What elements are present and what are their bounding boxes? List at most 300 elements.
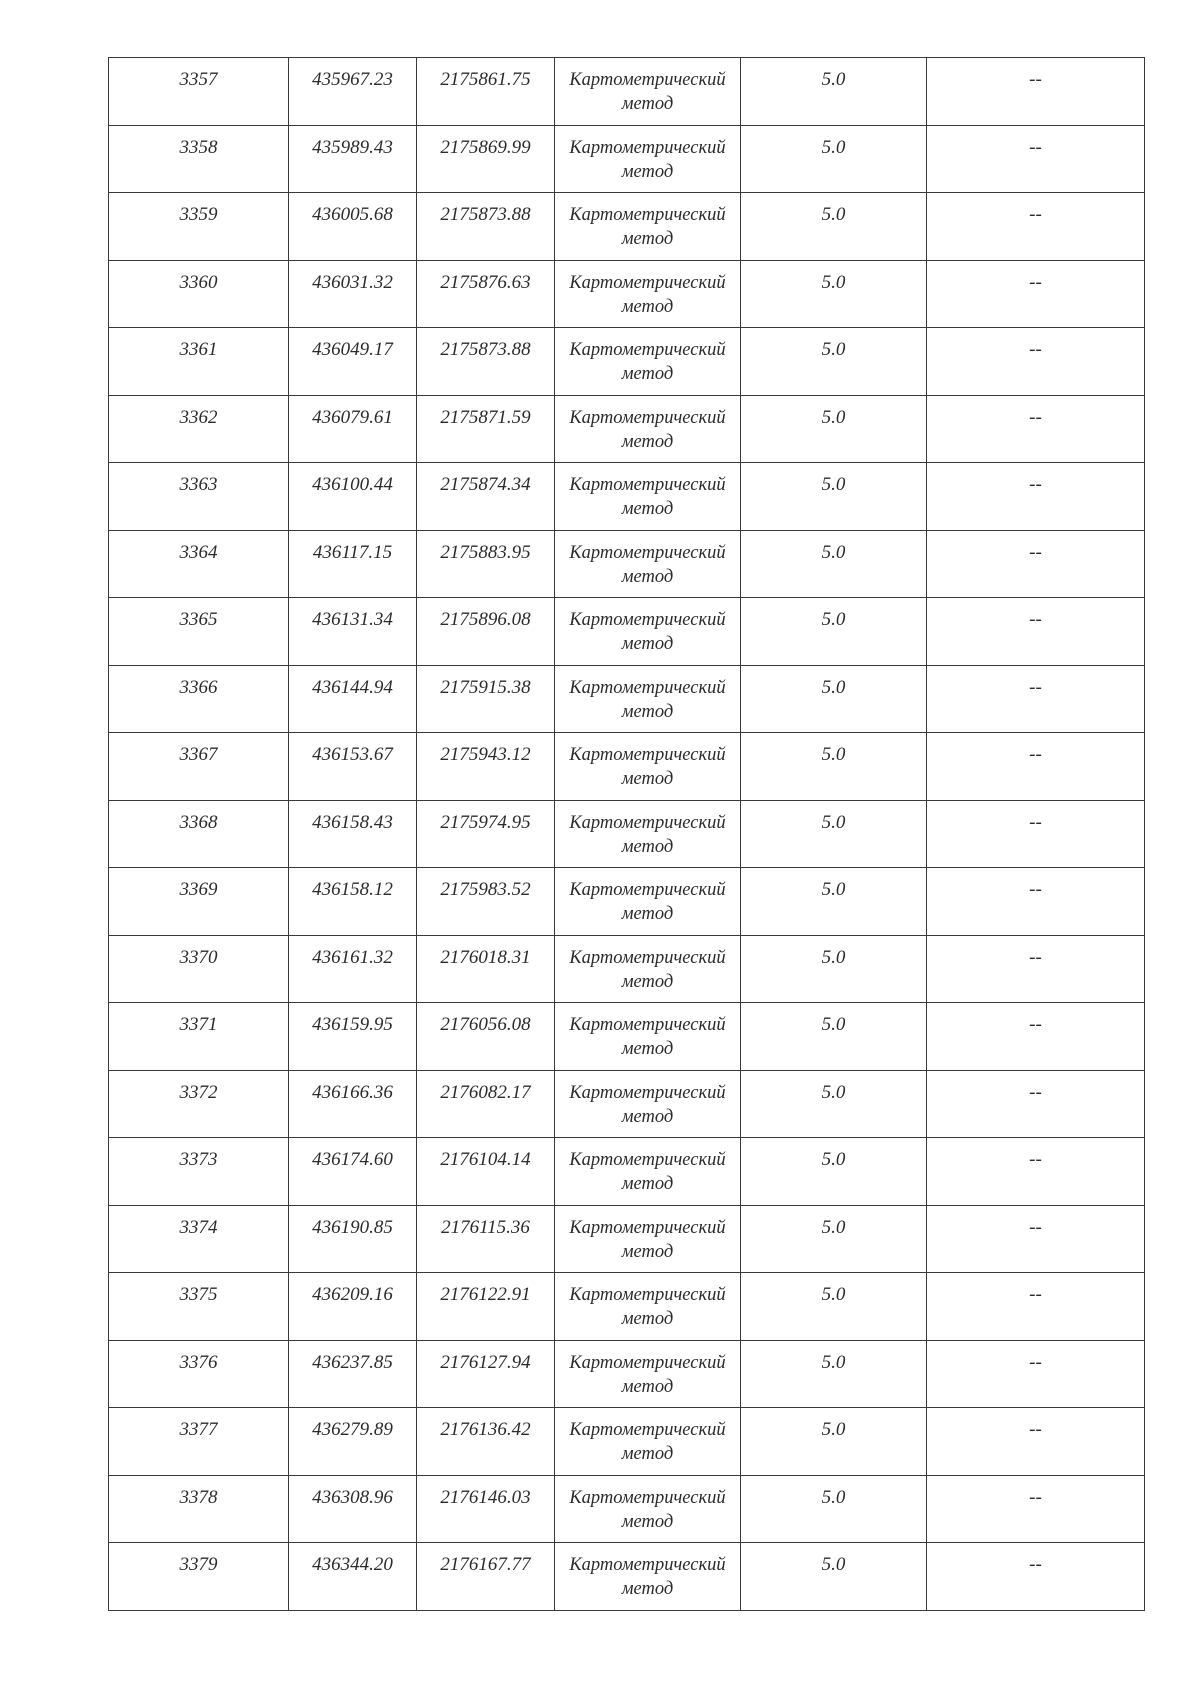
point-number-cell bbox=[109, 395, 289, 463]
accuracy-cell bbox=[741, 395, 927, 463]
method-cell-text: Картометрический метод bbox=[569, 1082, 726, 1127]
point-number-cell-text: 3375 bbox=[179, 1284, 218, 1305]
accuracy-cell-text: 5.0 bbox=[821, 1081, 846, 1103]
table-row bbox=[109, 733, 1145, 801]
y-coordinate-cell bbox=[417, 328, 555, 396]
x-coordinate-cell bbox=[289, 1273, 417, 1341]
method-cell bbox=[555, 733, 741, 801]
y-coordinate-cell bbox=[417, 665, 555, 733]
accuracy-cell bbox=[741, 1475, 927, 1543]
note-cell bbox=[927, 395, 1145, 463]
point-number-cell bbox=[109, 1543, 289, 1611]
note-cell-text: -- bbox=[1029, 204, 1042, 225]
table-row bbox=[109, 868, 1145, 936]
y-coordinate-cell-text: 2175896.08 bbox=[440, 609, 531, 630]
point-number-cell-text: 3371 bbox=[179, 1014, 218, 1035]
x-coordinate-cell-text: 436237.85 bbox=[312, 1351, 393, 1373]
point-number-cell bbox=[109, 1205, 289, 1273]
note-cell bbox=[927, 530, 1145, 598]
accuracy-cell-text: 5.0 bbox=[821, 136, 846, 158]
y-coordinate-cell-text: 2175876.63 bbox=[440, 271, 531, 293]
note-cell bbox=[927, 1070, 1145, 1138]
method-cell-text: Картометрический метод bbox=[569, 880, 726, 924]
y-coordinate-cell bbox=[417, 598, 555, 666]
note-cell-text: -- bbox=[1029, 1419, 1042, 1440]
accuracy-cell-text: 5.0 bbox=[821, 1419, 846, 1440]
note-cell bbox=[927, 1408, 1145, 1476]
y-coordinate-cell-text: 2176122.91 bbox=[440, 1284, 531, 1305]
accuracy-cell bbox=[741, 665, 927, 733]
method-cell-text: Картометрический метод bbox=[569, 745, 726, 789]
accuracy-cell bbox=[741, 193, 927, 261]
accuracy-cell bbox=[741, 1070, 927, 1138]
x-coordinate-cell bbox=[289, 800, 417, 868]
accuracy-cell-text: 5.0 bbox=[821, 1554, 846, 1575]
table-row bbox=[109, 1543, 1145, 1611]
y-coordinate-cell-text: 2175974.95 bbox=[440, 811, 531, 833]
accuracy-cell-text: 5.0 bbox=[821, 879, 846, 900]
table-row bbox=[109, 1340, 1145, 1408]
method-cell-text: Картометрический метод bbox=[569, 1150, 726, 1194]
y-coordinate-cell bbox=[417, 1408, 555, 1476]
method-cell bbox=[555, 193, 741, 261]
point-number-cell bbox=[109, 463, 289, 531]
point-number-cell-text: 3362 bbox=[179, 406, 218, 428]
y-coordinate-cell bbox=[417, 193, 555, 261]
x-coordinate-cell-text: 436131.34 bbox=[312, 609, 393, 630]
y-coordinate-cell-text: 2176136.42 bbox=[440, 1419, 531, 1440]
accuracy-cell bbox=[741, 733, 927, 801]
point-number-cell-text: 3360 bbox=[179, 271, 218, 293]
method-cell-text: Картометрический метод bbox=[569, 340, 726, 384]
accuracy-cell bbox=[741, 1273, 927, 1341]
x-coordinate-cell-text: 436153.67 bbox=[312, 744, 393, 765]
accuracy-cell-text: 5.0 bbox=[821, 946, 846, 968]
accuracy-cell bbox=[741, 800, 927, 868]
accuracy-cell-text: 5.0 bbox=[821, 1014, 846, 1035]
x-coordinate-cell-text: 436209.16 bbox=[312, 1284, 393, 1305]
method-cell bbox=[555, 395, 741, 463]
method-cell bbox=[555, 868, 741, 936]
x-coordinate-cell-text: 436279.89 bbox=[312, 1419, 393, 1440]
x-coordinate-cell-text: 436161.32 bbox=[312, 946, 393, 968]
point-number-cell-text: 3365 bbox=[179, 609, 218, 630]
x-coordinate-cell bbox=[289, 1003, 417, 1071]
x-coordinate-cell-text: 436117.15 bbox=[312, 541, 393, 563]
accuracy-cell bbox=[741, 328, 927, 396]
point-number-cell-text: 3358 bbox=[179, 136, 218, 158]
note-cell bbox=[927, 800, 1145, 868]
note-cell-text: -- bbox=[1029, 609, 1042, 630]
y-coordinate-cell bbox=[417, 395, 555, 463]
note-cell bbox=[927, 1138, 1145, 1206]
x-coordinate-cell-text: 436158.43 bbox=[312, 811, 393, 833]
note-cell bbox=[927, 193, 1145, 261]
table-row bbox=[109, 58, 1145, 126]
note-cell bbox=[927, 1475, 1145, 1543]
note-cell-text: -- bbox=[1029, 69, 1042, 90]
accuracy-cell bbox=[741, 868, 927, 936]
note-cell-text: -- bbox=[1029, 406, 1042, 428]
method-cell-text: Картометрический метод bbox=[569, 70, 726, 114]
note-cell-text: -- bbox=[1029, 1554, 1042, 1575]
note-cell-text: -- bbox=[1029, 811, 1042, 833]
accuracy-cell-text: 5.0 bbox=[821, 541, 846, 563]
note-cell-text: -- bbox=[1029, 879, 1042, 900]
x-coordinate-cell bbox=[289, 935, 417, 1003]
method-cell-text: Картометрический метод bbox=[569, 1420, 726, 1464]
y-coordinate-cell bbox=[417, 1340, 555, 1408]
x-coordinate-cell bbox=[289, 395, 417, 463]
table-row bbox=[109, 530, 1145, 598]
method-cell-text: Картометрический метод bbox=[569, 1352, 726, 1397]
x-coordinate-cell-text: 436166.36 bbox=[312, 1081, 393, 1103]
table-row bbox=[109, 1475, 1145, 1543]
y-coordinate-cell bbox=[417, 733, 555, 801]
point-number-cell bbox=[109, 733, 289, 801]
point-number-cell bbox=[109, 1138, 289, 1206]
note-cell-text: -- bbox=[1029, 676, 1042, 698]
method-cell-text: Картометрический метод bbox=[569, 205, 726, 249]
point-number-cell-text: 3361 bbox=[179, 339, 218, 360]
x-coordinate-cell-text: 436144.94 bbox=[312, 676, 393, 698]
point-number-cell-text: 3374 bbox=[179, 1216, 218, 1238]
method-cell-text: Картометрический метод bbox=[569, 475, 726, 519]
x-coordinate-cell bbox=[289, 260, 417, 328]
point-number-cell bbox=[109, 260, 289, 328]
point-number-cell bbox=[109, 800, 289, 868]
point-number-cell bbox=[109, 530, 289, 598]
point-number-cell-text: 3373 bbox=[179, 1149, 218, 1170]
note-cell bbox=[927, 328, 1145, 396]
method-cell-text: Картометрический метод bbox=[569, 1487, 726, 1532]
point-number-cell bbox=[109, 193, 289, 261]
y-coordinate-cell bbox=[417, 800, 555, 868]
coordinates-table bbox=[108, 57, 1145, 1611]
x-coordinate-cell bbox=[289, 665, 417, 733]
accuracy-cell bbox=[741, 598, 927, 666]
accuracy-cell-text: 5.0 bbox=[821, 1216, 846, 1238]
table-row bbox=[109, 395, 1145, 463]
note-cell-text: -- bbox=[1029, 136, 1042, 158]
accuracy-cell-text: 5.0 bbox=[821, 676, 846, 698]
y-coordinate-cell-text: 2176104.14 bbox=[440, 1149, 531, 1170]
x-coordinate-cell bbox=[289, 1340, 417, 1408]
accuracy-cell-text: 5.0 bbox=[821, 1486, 846, 1508]
table-row bbox=[109, 260, 1145, 328]
accuracy-cell bbox=[741, 1003, 927, 1071]
method-cell bbox=[555, 1003, 741, 1071]
point-number-cell bbox=[109, 598, 289, 666]
method-cell bbox=[555, 1138, 741, 1206]
point-number-cell bbox=[109, 868, 289, 936]
point-number-cell bbox=[109, 125, 289, 193]
y-coordinate-cell-text: 2176018.31 bbox=[440, 946, 531, 968]
y-coordinate-cell bbox=[417, 463, 555, 531]
note-cell bbox=[927, 1340, 1145, 1408]
y-coordinate-cell bbox=[417, 1070, 555, 1138]
method-cell-text: Картометрический метод bbox=[569, 1555, 726, 1599]
point-number-cell bbox=[109, 58, 289, 126]
y-coordinate-cell-text: 2175983.52 bbox=[440, 879, 531, 900]
note-cell bbox=[927, 58, 1145, 126]
point-number-cell-text: 3378 bbox=[179, 1486, 218, 1508]
y-coordinate-cell-text: 2175871.59 bbox=[440, 406, 531, 428]
note-cell-text: -- bbox=[1029, 744, 1042, 765]
x-coordinate-cell bbox=[289, 193, 417, 261]
x-coordinate-cell bbox=[289, 125, 417, 193]
method-cell-text: Картометрический метод bbox=[569, 610, 726, 654]
accuracy-cell bbox=[741, 463, 927, 531]
point-number-cell-text: 3363 bbox=[179, 474, 218, 495]
accuracy-cell-text: 5.0 bbox=[821, 474, 846, 495]
method-cell-text: Картометрический метод bbox=[569, 1015, 726, 1059]
accuracy-cell bbox=[741, 935, 927, 1003]
note-cell bbox=[927, 598, 1145, 666]
y-coordinate-cell-text: 2175915.38 bbox=[440, 676, 531, 698]
accuracy-cell-text: 5.0 bbox=[821, 406, 846, 428]
point-number-cell-text: 3376 bbox=[179, 1351, 218, 1373]
accuracy-cell-text: 5.0 bbox=[821, 811, 846, 833]
point-number-cell bbox=[109, 1340, 289, 1408]
point-number-cell-text: 3369 bbox=[179, 879, 218, 900]
note-cell bbox=[927, 733, 1145, 801]
y-coordinate-cell bbox=[417, 1475, 555, 1543]
x-coordinate-cell bbox=[289, 463, 417, 531]
table-row bbox=[109, 1070, 1145, 1138]
note-cell-text: -- bbox=[1029, 1149, 1042, 1170]
point-number-cell bbox=[109, 1273, 289, 1341]
y-coordinate-cell bbox=[417, 1273, 555, 1341]
y-coordinate-cell-text: 2175883.95 bbox=[440, 541, 531, 563]
y-coordinate-cell-text: 2176115.36 bbox=[441, 1216, 530, 1238]
method-cell bbox=[555, 598, 741, 666]
point-number-cell bbox=[109, 1475, 289, 1543]
method-cell bbox=[555, 1205, 741, 1273]
method-cell bbox=[555, 1070, 741, 1138]
method-cell-text: Картометрический метод bbox=[569, 1217, 726, 1262]
table-row bbox=[109, 1205, 1145, 1273]
table-row bbox=[109, 328, 1145, 396]
note-cell-text: -- bbox=[1029, 1081, 1042, 1103]
y-coordinate-cell bbox=[417, 1205, 555, 1273]
accuracy-cell-text: 5.0 bbox=[821, 271, 846, 293]
point-number-cell-text: 3359 bbox=[179, 204, 218, 225]
accuracy-cell bbox=[741, 1340, 927, 1408]
x-coordinate-cell bbox=[289, 1408, 417, 1476]
accuracy-cell bbox=[741, 530, 927, 598]
x-coordinate-cell bbox=[289, 1543, 417, 1611]
accuracy-cell-text: 5.0 bbox=[821, 1284, 846, 1305]
y-coordinate-cell-text: 2176056.08 bbox=[440, 1014, 531, 1035]
note-cell-text: -- bbox=[1029, 1486, 1042, 1508]
table-row bbox=[109, 935, 1145, 1003]
note-cell-text: -- bbox=[1029, 541, 1042, 563]
note-cell bbox=[927, 1543, 1145, 1611]
method-cell-text: Картометрический метод bbox=[569, 407, 726, 452]
x-coordinate-cell bbox=[289, 1205, 417, 1273]
point-number-cell-text: 3368 bbox=[179, 811, 218, 833]
table-row bbox=[109, 1138, 1145, 1206]
x-coordinate-cell-text: 436159.95 bbox=[312, 1014, 393, 1035]
x-coordinate-cell-text: 435989.43 bbox=[312, 136, 393, 158]
y-coordinate-cell-text: 2176167.77 bbox=[440, 1554, 531, 1575]
y-coordinate-cell-text: 2175873.88 bbox=[440, 339, 531, 360]
y-coordinate-cell bbox=[417, 125, 555, 193]
accuracy-cell-text: 5.0 bbox=[821, 339, 846, 360]
method-cell bbox=[555, 328, 741, 396]
x-coordinate-cell bbox=[289, 733, 417, 801]
note-cell-text: -- bbox=[1029, 271, 1042, 293]
x-coordinate-cell-text: 436158.12 bbox=[312, 879, 393, 900]
accuracy-cell-text: 5.0 bbox=[821, 1351, 846, 1373]
accuracy-cell-text: 5.0 bbox=[821, 1149, 846, 1170]
note-cell bbox=[927, 935, 1145, 1003]
method-cell-text: Картометрический метод bbox=[569, 542, 726, 587]
y-coordinate-cell-text: 2175861.75 bbox=[440, 69, 531, 90]
point-number-cell-text: 3377 bbox=[179, 1419, 218, 1440]
y-coordinate-cell bbox=[417, 1003, 555, 1071]
point-number-cell-text: 3366 bbox=[179, 676, 218, 698]
table-row bbox=[109, 193, 1145, 261]
x-coordinate-cell-text: 436079.61 bbox=[312, 406, 393, 428]
method-cell bbox=[555, 665, 741, 733]
point-number-cell-text: 3370 bbox=[179, 946, 218, 968]
x-coordinate-cell-text: 436174.60 bbox=[312, 1149, 393, 1170]
note-cell-text: -- bbox=[1029, 946, 1042, 968]
x-coordinate-cell-text: 436049.17 bbox=[312, 339, 393, 360]
table-row bbox=[109, 800, 1145, 868]
note-cell bbox=[927, 1273, 1145, 1341]
y-coordinate-cell bbox=[417, 260, 555, 328]
accuracy-cell-text: 5.0 bbox=[821, 609, 846, 630]
y-coordinate-cell-text: 2176146.03 bbox=[440, 1486, 531, 1508]
method-cell-text: Картометрический метод bbox=[569, 947, 726, 992]
x-coordinate-cell bbox=[289, 530, 417, 598]
x-coordinate-cell-text: 436190.85 bbox=[312, 1216, 393, 1238]
note-cell-text: -- bbox=[1029, 1216, 1042, 1238]
accuracy-cell bbox=[741, 1138, 927, 1206]
accuracy-cell bbox=[741, 260, 927, 328]
method-cell bbox=[555, 125, 741, 193]
x-coordinate-cell-text: 436308.96 bbox=[312, 1486, 393, 1508]
point-number-cell bbox=[109, 1070, 289, 1138]
x-coordinate-cell bbox=[289, 868, 417, 936]
accuracy-cell-text: 5.0 bbox=[821, 744, 846, 765]
accuracy-cell-text: 5.0 bbox=[821, 69, 846, 90]
method-cell bbox=[555, 800, 741, 868]
point-number-cell-text: 3367 bbox=[179, 744, 218, 765]
note-cell-text: -- bbox=[1029, 474, 1042, 495]
coordinates-table-body bbox=[109, 58, 1145, 1611]
note-cell-text: -- bbox=[1029, 1014, 1042, 1035]
method-cell-text: Картометрический метод bbox=[569, 1285, 726, 1329]
note-cell-text: -- bbox=[1029, 1284, 1042, 1305]
accuracy-cell bbox=[741, 58, 927, 126]
method-cell-text: Картометрический метод bbox=[569, 812, 726, 857]
accuracy-cell bbox=[741, 1408, 927, 1476]
note-cell-text: -- bbox=[1029, 339, 1042, 360]
y-coordinate-cell-text: 2176127.94 bbox=[440, 1351, 531, 1373]
method-cell-text: Картометрический метод bbox=[569, 677, 726, 722]
y-coordinate-cell bbox=[417, 1543, 555, 1611]
x-coordinate-cell-text: 436005.68 bbox=[312, 204, 393, 225]
x-coordinate-cell bbox=[289, 1138, 417, 1206]
y-coordinate-cell bbox=[417, 868, 555, 936]
y-coordinate-cell bbox=[417, 530, 555, 598]
table-row bbox=[109, 1003, 1145, 1071]
x-coordinate-cell-text: 436100.44 bbox=[312, 474, 393, 495]
x-coordinate-cell bbox=[289, 1475, 417, 1543]
accuracy-cell-text: 5.0 bbox=[821, 204, 846, 225]
y-coordinate-cell-text: 2175943.12 bbox=[440, 744, 531, 765]
point-number-cell bbox=[109, 935, 289, 1003]
method-cell-text: Картометрический метод bbox=[569, 137, 726, 182]
note-cell bbox=[927, 665, 1145, 733]
method-cell bbox=[555, 463, 741, 531]
accuracy-cell bbox=[741, 1205, 927, 1273]
note-cell bbox=[927, 1003, 1145, 1071]
method-cell-text: Картометрический метод bbox=[569, 272, 726, 317]
y-coordinate-cell bbox=[417, 1138, 555, 1206]
point-number-cell bbox=[109, 328, 289, 396]
method-cell bbox=[555, 530, 741, 598]
table-row bbox=[109, 1408, 1145, 1476]
method-cell bbox=[555, 58, 741, 126]
note-cell bbox=[927, 125, 1145, 193]
accuracy-cell bbox=[741, 1543, 927, 1611]
note-cell-text: -- bbox=[1029, 1351, 1042, 1373]
point-number-cell-text: 3357 bbox=[179, 69, 218, 90]
note-cell bbox=[927, 868, 1145, 936]
y-coordinate-cell bbox=[417, 58, 555, 126]
x-coordinate-cell bbox=[289, 58, 417, 126]
x-coordinate-cell-text: 436031.32 bbox=[312, 271, 393, 293]
x-coordinate-cell bbox=[289, 328, 417, 396]
accuracy-cell bbox=[741, 125, 927, 193]
table-row bbox=[109, 1273, 1145, 1341]
y-coordinate-cell-text: 2176082.17 bbox=[440, 1081, 531, 1103]
note-cell bbox=[927, 463, 1145, 531]
table-row bbox=[109, 665, 1145, 733]
note-cell bbox=[927, 260, 1145, 328]
point-number-cell-text: 3372 bbox=[179, 1081, 218, 1103]
y-coordinate-cell-text: 2175873.88 bbox=[440, 204, 531, 225]
x-coordinate-cell bbox=[289, 598, 417, 666]
table-row bbox=[109, 125, 1145, 193]
point-number-cell bbox=[109, 665, 289, 733]
note-cell bbox=[927, 1205, 1145, 1273]
method-cell bbox=[555, 260, 741, 328]
method-cell bbox=[555, 1273, 741, 1341]
method-cell bbox=[555, 1340, 741, 1408]
y-coordinate-cell bbox=[417, 935, 555, 1003]
x-coordinate-cell-text: 435967.23 bbox=[312, 69, 393, 90]
point-number-cell bbox=[109, 1003, 289, 1071]
x-coordinate-cell bbox=[289, 1070, 417, 1138]
x-coordinate-cell-text: 436344.20 bbox=[312, 1554, 393, 1575]
point-number-cell bbox=[109, 1408, 289, 1476]
method-cell bbox=[555, 1408, 741, 1476]
method-cell bbox=[555, 1475, 741, 1543]
point-number-cell-text: 3364 bbox=[179, 541, 218, 563]
table-row bbox=[109, 463, 1145, 531]
table-row bbox=[109, 598, 1145, 666]
y-coordinate-cell-text: 2175874.34 bbox=[440, 474, 531, 495]
method-cell bbox=[555, 935, 741, 1003]
y-coordinate-cell-text: 2175869.99 bbox=[440, 136, 531, 158]
method-cell bbox=[555, 1543, 741, 1611]
